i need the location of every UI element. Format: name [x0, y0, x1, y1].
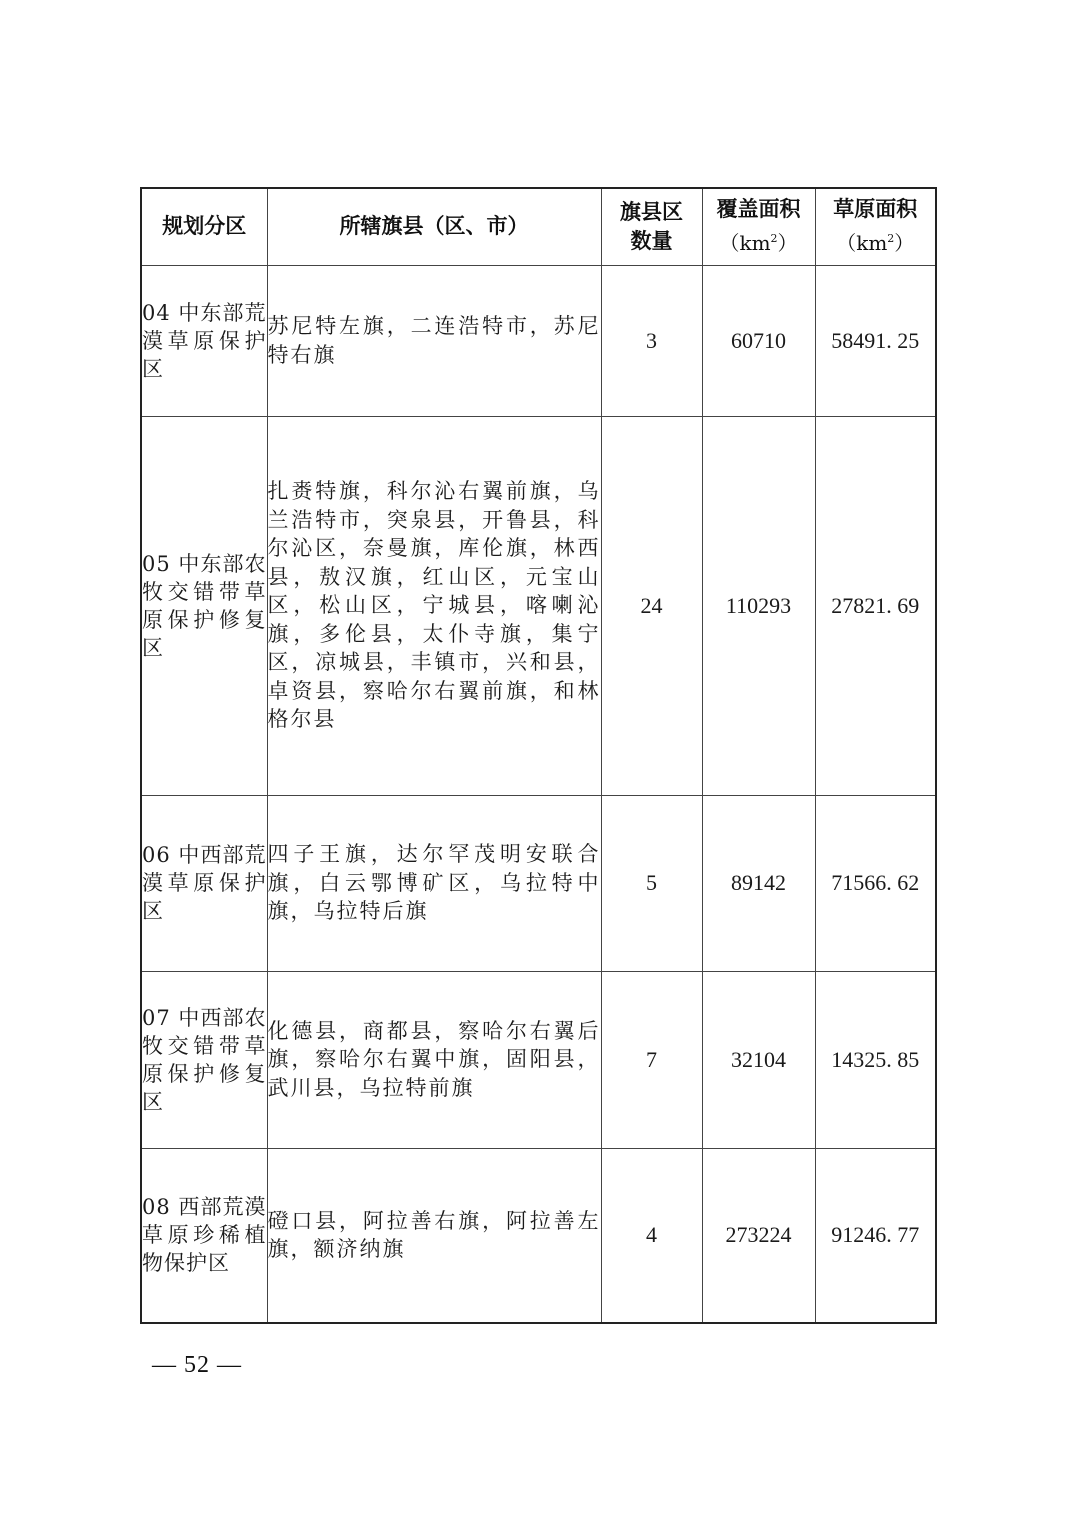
table-row [141, 795, 936, 971]
header-coverage [702, 188, 815, 265]
table-row [141, 416, 936, 795]
counties-cell: 化德县，商都县，察哈尔右翼后旗，察哈尔右翼中旗，固阳县，武川县，乌拉特前旗 [267, 971, 601, 1148]
header-count-line2: 数量 [630, 228, 673, 253]
table-header-row [141, 188, 936, 265]
zone-cell: 08 西部荒漠草原珍稀植物保护区 [141, 1148, 267, 1323]
header-grassland [815, 188, 936, 265]
page-number: — 52 — [152, 1352, 242, 1378]
unit-open: （km [836, 231, 888, 256]
unit-open: （km [719, 231, 771, 256]
zone-cell: 04 中东部荒漠草原保护区 [141, 265, 267, 416]
grassland-cell: 58491. 25 [815, 265, 936, 416]
counties-cell: 四子王旗，达尔罕茂明安联合旗，白云鄂博矿区，乌拉特中旗，乌拉特后旗 [267, 795, 601, 971]
unit-close: ） [894, 231, 915, 256]
planning-zone-table [140, 187, 937, 1324]
header-grassland-line1: 草原面积 [833, 197, 918, 222]
table-row [141, 971, 936, 1148]
coverage-cell: 32104 [702, 971, 815, 1148]
counties-cell: 扎赉特旗，科尔沁右翼前旗，乌兰浩特市，突泉县，开鲁县，科尔沁区，奈曼旗，库伦旗，林西县，敖汉旗，红山区，元宝山区，松山区，宁城县，喀喇沁旗，多伦县，太仆寺旗，集宁区，凉城县，丰镇市，兴和县，卓资县，察哈尔右翼前旗，和林格尔县 [267, 416, 601, 795]
coverage-cell: 273224 [702, 1148, 815, 1323]
unit-sup: 2 [887, 232, 895, 246]
count-cell: 3 [601, 265, 702, 416]
zone-cell: 06 中西部荒漠草原保护区 [141, 795, 267, 971]
table-row [141, 265, 936, 416]
count-cell: 4 [601, 1148, 702, 1323]
unit-sup: 2 [770, 232, 778, 246]
zone-cell: 07 中西部农牧交错带草原保护修复区 [141, 971, 267, 1148]
header-coverage-line1: 覆盖面积 [716, 197, 801, 222]
counties-cell: 磴口县，阿拉善右旗，阿拉善左旗，额济纳旗 [267, 1148, 601, 1323]
grassland-cell: 71566. 62 [815, 795, 936, 971]
grassland-cell: 27821. 69 [815, 416, 936, 795]
count-cell: 7 [601, 971, 702, 1148]
coverage-cell: 89142 [702, 795, 815, 971]
grassland-cell: 14325. 85 [815, 971, 936, 1148]
count-cell: 24 [601, 416, 702, 795]
header-grassland-unit [816, 224, 936, 258]
count-cell: 5 [601, 795, 702, 971]
header-count-line1: 旗县区 [620, 199, 683, 224]
header-counties: 所辖旗县（区、市） [267, 188, 601, 265]
header-coverage-unit [703, 224, 815, 258]
unit-close: ） [777, 231, 798, 256]
zone-cell: 05 中东部农牧交错带草原保护修复区 [141, 416, 267, 795]
header-count [601, 188, 702, 265]
coverage-cell: 60710 [702, 265, 815, 416]
coverage-cell: 110293 [702, 416, 815, 795]
table-row [141, 1148, 936, 1323]
grassland-cell: 91246. 77 [815, 1148, 936, 1323]
header-zone: 规划分区 [141, 188, 267, 265]
counties-cell: 苏尼特左旗，二连浩特市，苏尼特右旗 [267, 265, 601, 416]
